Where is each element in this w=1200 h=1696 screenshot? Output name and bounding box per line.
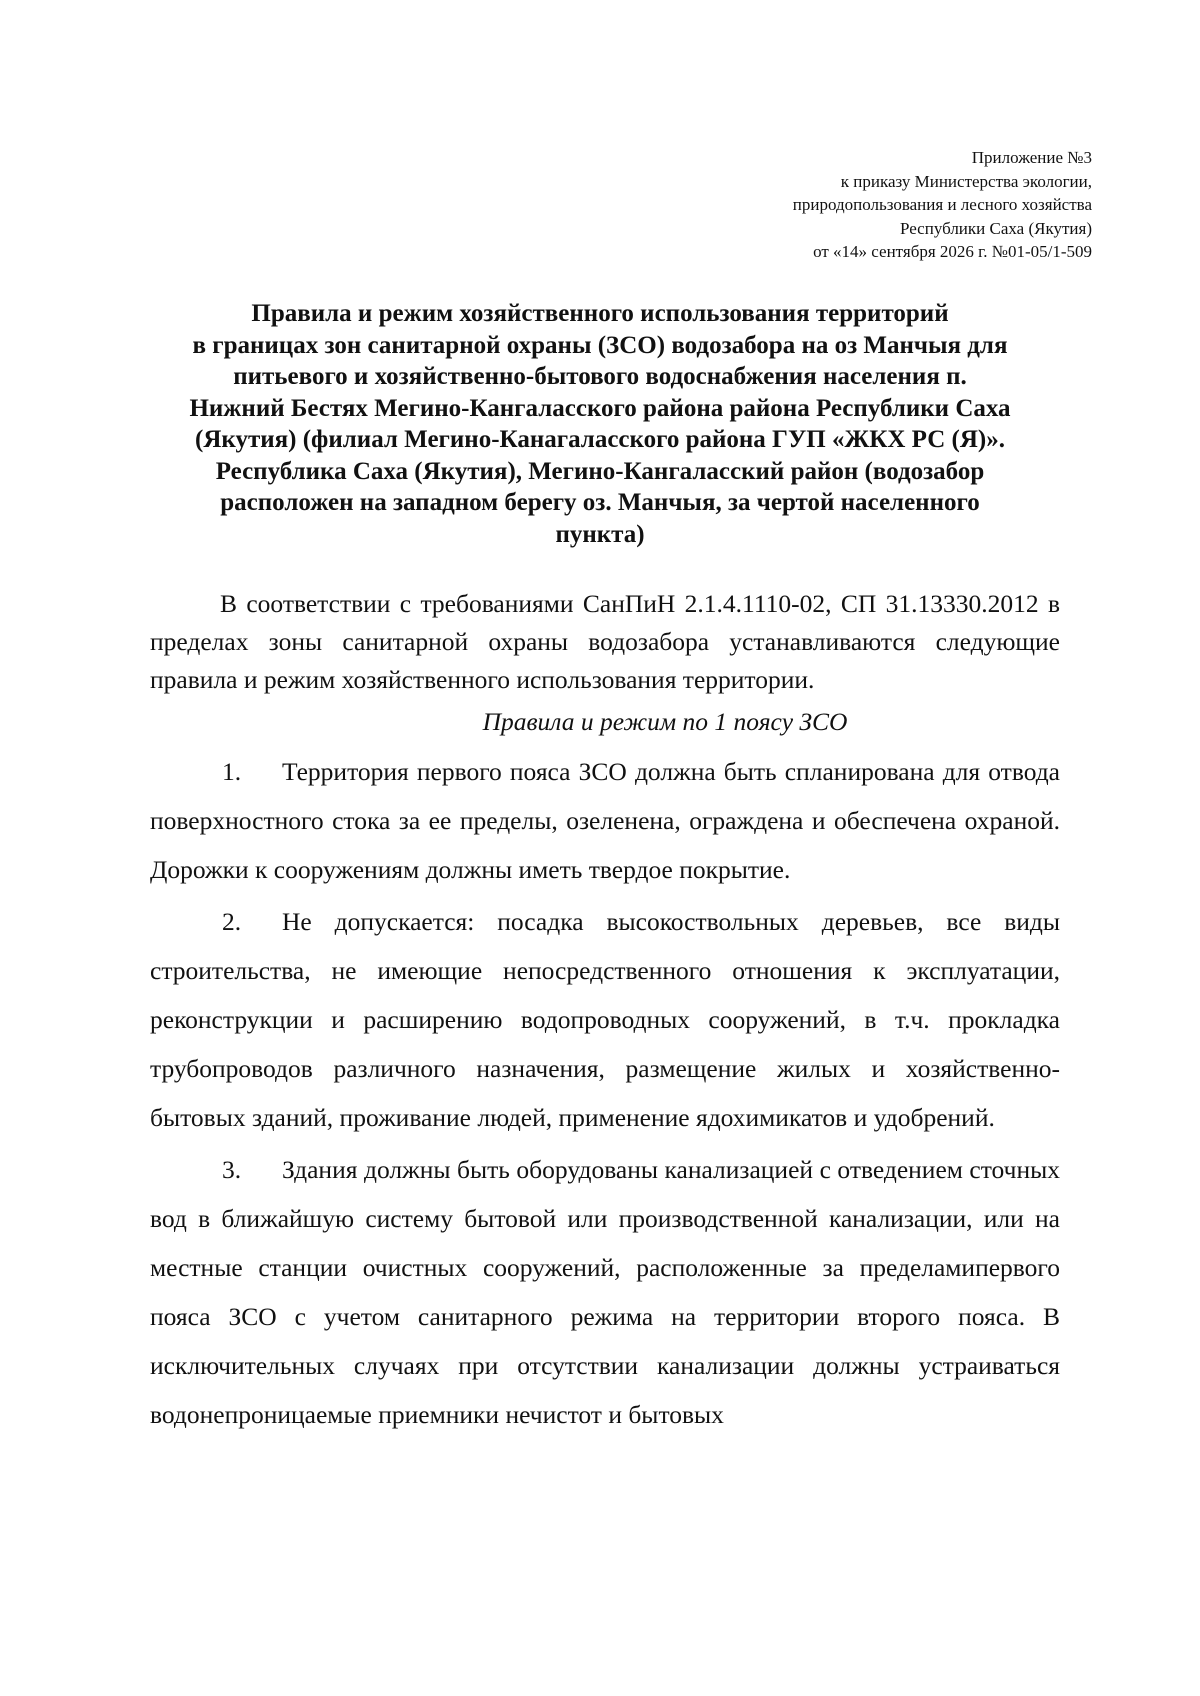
intro-paragraph: В соответствии с требованиями СанПиН 2.1.4.1110-02, СП 31.13330.2012 в пределах зоны санитарной охраны водозабора устанавливаются следующие правила и режим хозяйственного использования территории. (150, 589, 1060, 694)
appendix-line-5: от «14» сентября 2026 г. №01-05/1-509 (813, 242, 1092, 261)
title-line-5: (Якутия) (филиал Мегино-Канагаласского района ГУП «ЖКХ РС (Я)». (195, 426, 1005, 453)
document-body (150, 585, 1060, 1439)
appendix-line-1: Приложение №3 (971, 148, 1092, 167)
appendix-line-4: Республики Саха (Якутия) (899, 218, 1092, 238)
item-number: 2. (222, 907, 242, 936)
list-item (150, 897, 1060, 1142)
item-number: 1. (222, 757, 242, 786)
appendix-line-2: к приказу Министерства экологии, (840, 171, 1092, 191)
list-item (150, 1145, 1060, 1439)
title-line-1: Правила и режим хозяйственного использования территорий (251, 300, 949, 327)
document-title (145, 298, 1055, 550)
appendix-header (793, 146, 1092, 264)
list-item (150, 747, 1060, 894)
appendix-line-3: природопользования и лесного хозяйства (792, 195, 1092, 214)
item-text: Не допускается: посадка высокоствольных деревьев, все виды строительства, не имеющие непосредственного отношения к эксплуатации, реконструкции и расширению водопроводных сооружений, в т.ч. прокладка трубопроводов различного назначения, размещение жилых и хозяйственно-бытовых зданий, проживание людей, применение ядохимикатов и удобрений. (150, 907, 1060, 1132)
title-line-7: расположен на западном берегу оз. Манчыя, за чертой населенного (220, 489, 980, 516)
item-text: Территория первого пояса ЗСО должна быть спланирована для отвода поверхностного стока за ее пределы, озеленена, ограждена и обеспечена охраной. Дорожки к сооружениям должны иметь твердое покрытие. (150, 757, 1060, 884)
title-line-2: в границах зон санитарной охраны (ЗСО) водозабора на оз Манчыя для (192, 331, 1008, 359)
title-line-6: Республика Саха (Якутия), Мегино-Кангаласский район (водозабор (215, 457, 985, 485)
title-line-4: Нижний Бестях Мегино-Кангаласского района района Республики Саха (189, 394, 1011, 422)
title-line-8: пункта) (555, 520, 645, 548)
item-text: Здания должны быть оборудованы канализацией с отведением сточных вод в ближайшую систему бытовой или производственной канализации, или на местные станции очистных сооружений, расположенные за пределамипервого пояса ЗСО с учетом санитарного режима на территории второго пояса. В исключительных случаях при отсутствии канализации должны устраиваться водонепроницаемые приемники нечистот и бытовых (150, 1155, 1060, 1429)
title-line-3: питьевого и хозяйственно-бытового водоснабжения населения п. (233, 363, 967, 390)
item-number: 3. (222, 1155, 242, 1184)
section-heading: Правила и режим по 1 поясу ЗСО (482, 707, 848, 736)
